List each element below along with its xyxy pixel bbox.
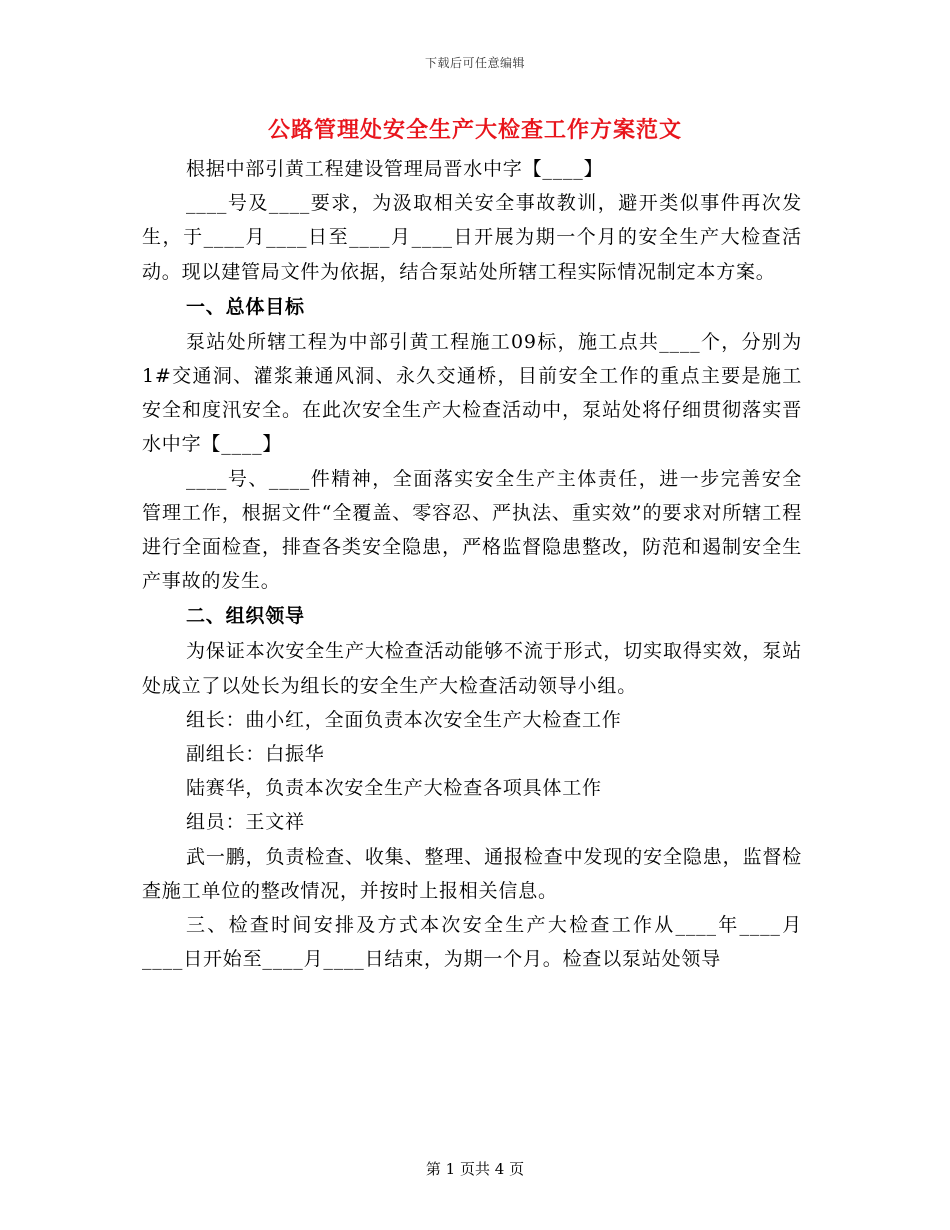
section-heading-organization: 二、组织领导 xyxy=(186,605,305,628)
paragraph-organization: 为保证本次安全生产大检查活动能够不流于形式，切实取得实效，泵站处成立了以处长为组长的安全生产大检查活动领导小组。 xyxy=(142,640,802,697)
page-number: 第 1 页共 4 页 xyxy=(425,1160,525,1178)
paragraph-goal-1: 泵站处所辖工程为中部引黄工程施工09标，施工点共____个，分别为1#交通洞、灌浆兼通风洞、永久交通桥，目前安全工作的重点主要是施工安全和度汛安全。在此次安全生产大检查活动中，泵站处将仔细贯彻落实晋水中字【____】 xyxy=(142,330,802,456)
paragraph-member-duty: 武一鹏，负责检查、收集、整理、通报检查中发现的安全隐患，监督检查施工单位的整改情况，并按时上报相关信息。 xyxy=(142,845,802,902)
paragraph-team-leader: 组长：曲小红，全面负责本次安全生产大检查工作 xyxy=(186,708,622,731)
paragraph-intro-2: ____号及____要求，为汲取相关安全事故教训，避开类似事件再次发生，于____月____日至____月____日开展为期一个月的安全生产大检查活动。现以建管局文件为依据，结合泵站处所辖工程实际情况制定本方案。 xyxy=(142,192,802,283)
paragraph-member: 组员：王文祥 xyxy=(186,811,305,834)
paragraph-schedule: 三、检查时间安排及方式本次安全生产大检查工作从____年____月____日开始至____月____日结束，为期一个月。检查以泵站处领导 xyxy=(142,914,802,971)
section-heading-overall-goal: 一、总体目标 xyxy=(186,295,305,318)
paragraph-intro-1: 根据中部引黄工程建设管理局晋水中字【____】 xyxy=(186,158,604,180)
paragraph-deputy-leader: 副组长：白振华 xyxy=(186,743,325,766)
header-note: 下载后可任意编辑 xyxy=(424,56,525,70)
paragraph-deputy-duty: 陆赛华，负责本次安全生产大检查各项具体工作 xyxy=(186,777,602,800)
document-title: 公路管理处安全生产大检查工作方案范文 xyxy=(267,117,682,143)
document-body xyxy=(142,152,802,976)
paragraph-goal-2: ____号、____件精神，全面落实安全生产主体责任，进一步完善安全管理工作，根据文件“全覆盖、零容忍、严执法、重实效”的要求对所辖工程进行全面检查，排查各类安全隐患，严格监督隐患整改，防范和遏制安全生产事故的发生。 xyxy=(142,467,802,593)
